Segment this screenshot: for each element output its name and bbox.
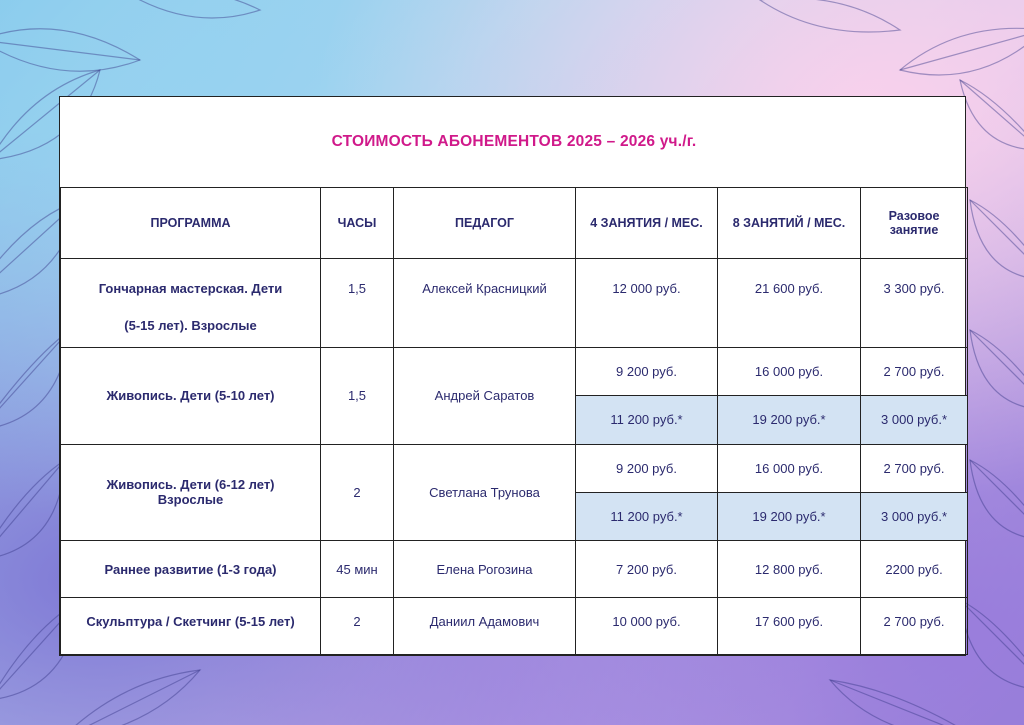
- header-hours: ЧАСЫ: [321, 187, 394, 259]
- price-single-cell: 2 700 руб.: [861, 444, 968, 492]
- teacher-cell: Светлана Трунова: [394, 444, 576, 541]
- price-single-alt-cell: 3 000 руб.*: [861, 396, 968, 444]
- program-cell: Раннее развитие (1-3 года): [61, 541, 321, 598]
- program-line2: (5-15 лет). Взрослые: [124, 318, 257, 334]
- price-four-alt-cell: 11 200 руб.*: [576, 396, 718, 444]
- price-eight-alt-cell: 19 200 руб.*: [718, 396, 861, 444]
- program-line1: Гончарная мастерская. Дети: [98, 281, 283, 297]
- price-single-alt-cell: 3 000 руб.*: [861, 492, 968, 540]
- price-eight-cell: 12 800 руб.: [718, 541, 861, 598]
- price-eight-cell: 16 000 руб.: [718, 444, 861, 492]
- price-single-cell: 2200 руб.: [861, 541, 968, 598]
- page-title: СТОИМОСТЬ АБОНЕМЕНТОВ 2025 – 2026 уч./г.: [61, 97, 968, 187]
- teacher-cell: Андрей Саратов: [394, 347, 576, 444]
- program-cell: Скульптура / Скетчинг (5-15 лет): [61, 598, 321, 655]
- hours-cell: 2: [321, 598, 394, 655]
- hours-cell: 1,5: [321, 259, 394, 347]
- header-four-lessons: 4 ЗАНЯТИЯ / МЕС.: [576, 187, 718, 259]
- price-eight-alt-cell: 19 200 руб.*: [718, 492, 861, 540]
- table-row: [61, 541, 968, 598]
- price-four-cell: 9 200 руб.: [576, 347, 718, 395]
- table-row: [61, 598, 968, 655]
- teacher-cell: Даниил Адамович: [394, 598, 576, 655]
- hours-cell: 45 мин: [321, 541, 394, 598]
- price-eight-cell: 16 000 руб.: [718, 347, 861, 395]
- price-four-cell: 9 200 руб.: [576, 444, 718, 492]
- price-four-cell: 10 000 руб.: [576, 598, 718, 655]
- program-line2: Взрослые: [157, 492, 224, 508]
- price-table: [60, 97, 968, 655]
- program-line1: Живопись. Дети (6-12 лет): [106, 477, 275, 493]
- hours-cell: 1,5: [321, 347, 394, 444]
- header-single-lesson: Разовое занятие: [861, 187, 968, 259]
- teacher-cell: Алексей Красницкий: [394, 259, 576, 347]
- price-single-cell: 2 700 руб.: [861, 598, 968, 655]
- header-teacher: ПЕДАГОГ: [394, 187, 576, 259]
- header-row: [61, 187, 968, 259]
- hours-cell: 2: [321, 444, 394, 541]
- price-table-container: [59, 96, 966, 656]
- price-four-alt-cell: 11 200 руб.*: [576, 492, 718, 540]
- price-single-cell: 3 300 руб.: [861, 259, 968, 347]
- price-eight-cell: 17 600 руб.: [718, 598, 861, 655]
- price-single-cell: 2 700 руб.: [861, 347, 968, 395]
- price-four-cell: 7 200 руб.: [576, 541, 718, 598]
- table-row: [61, 347, 968, 395]
- header-program: ПРОГРАММА: [61, 187, 321, 259]
- program-cell: [61, 259, 321, 347]
- program-cell: Живопись. Дети (5-10 лет): [61, 347, 321, 444]
- table-row: [61, 444, 968, 492]
- teacher-cell: Елена Рогозина: [394, 541, 576, 598]
- table-row: [61, 259, 968, 347]
- price-eight-cell: 21 600 руб.: [718, 259, 861, 347]
- price-four-cell: 12 000 руб.: [576, 259, 718, 347]
- header-eight-lessons: 8 ЗАНЯТИЙ / МЕС.: [718, 187, 861, 259]
- title-row: [61, 97, 968, 187]
- program-cell: [61, 444, 321, 541]
